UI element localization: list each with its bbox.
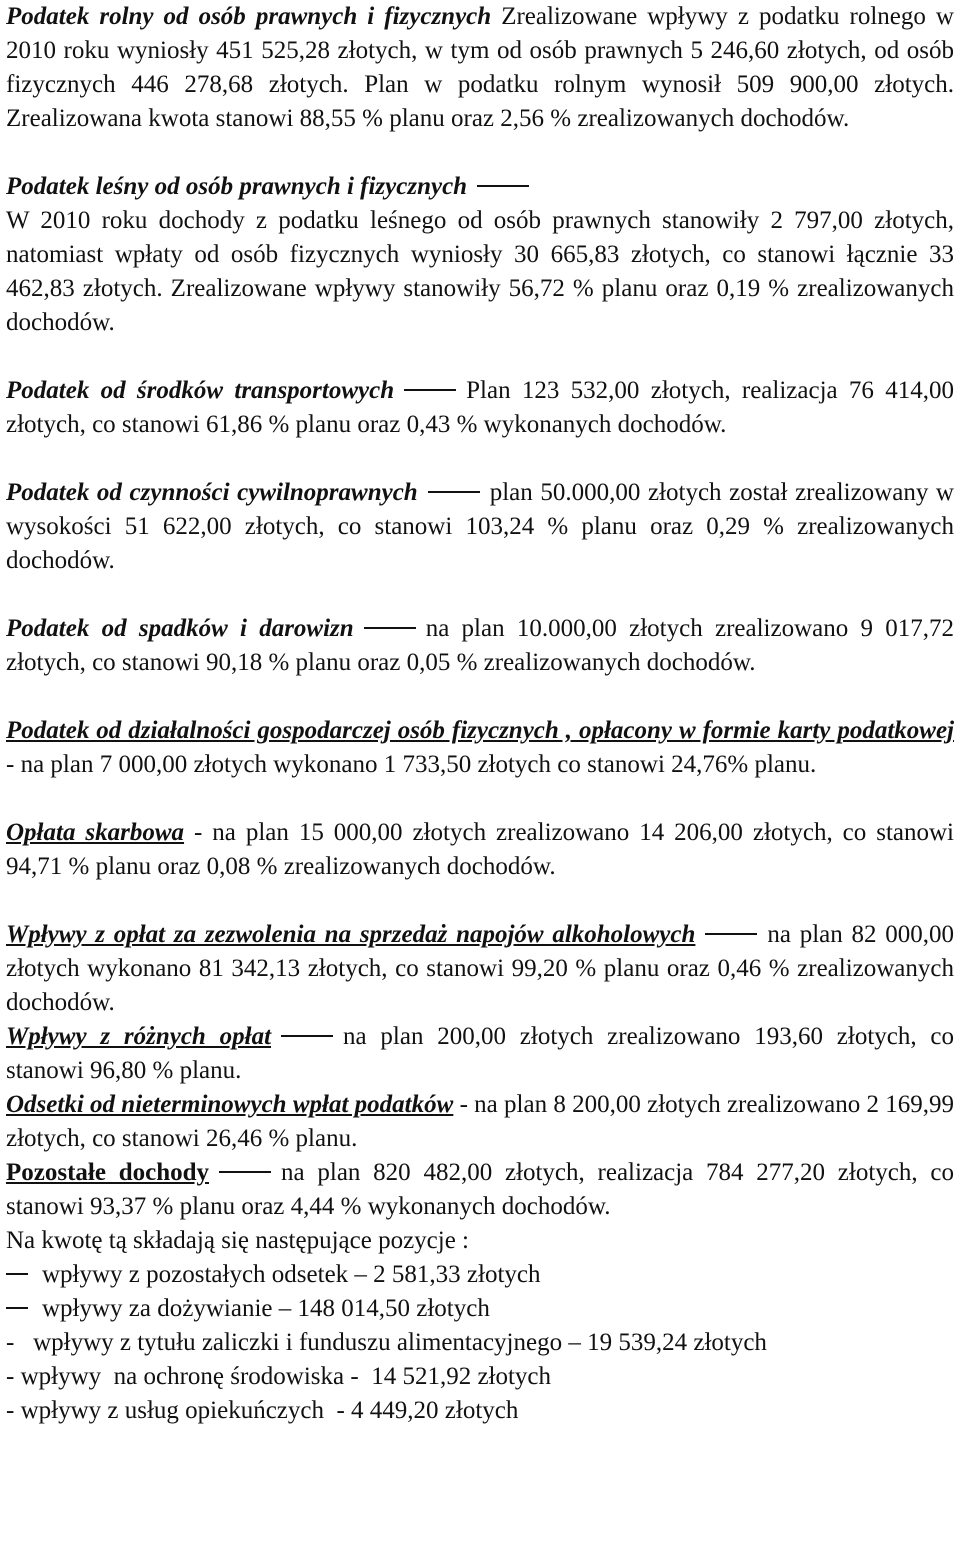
- text-podatek-lesny: W 2010 roku dochody z podatku leśnego od osób prawnych stanowiły 2 797,00 złotych, natomiast wpłaty od osób fizycznych wyniosły 30 665,83 złotych, co stanowi łącznie 33 462,83 złotych. Zrealizowane wpływy stanowiły 56,72 % planu oraz 0,19 % zrealizowanych dochodów.: [6, 207, 954, 336]
- list-item-text: - wpływy z tytułu zaliczki i funduszu alimentacyjnego – 19 539,24 złotych: [6, 1329, 767, 1356]
- text-pozostale-dochody: na plan 820 482,00 złotych, realizacja 784 277,20 złotych, co stanowi 93,37 % planu oraz 4,44 % wykonanych dochodów.: [6, 1159, 954, 1220]
- text-czynnosci-cywilnoprawne: plan 50.000,00 złotych został zrealizowany w wysokości 51 622,00 złotych, co stanowi 103,24 % planu oraz 0,29 % zrealizowanych dochodów.: [6, 479, 954, 574]
- list-item: [6, 1394, 954, 1428]
- heading-podatek-rolny: Podatek rolny od osób prawnych i fizycznych: [6, 3, 492, 30]
- list-item-text: wpływy z pozostałych odsetek – 2 581,33 złotych: [42, 1261, 541, 1288]
- dash-separator: [219, 1171, 271, 1173]
- items-list: [6, 1258, 954, 1428]
- text-napoje-alkoholowe: na plan 82 000,00 złotych wykonano 81 342,13 złotych, co stanowi 99,20 % planu oraz 0,46 % zrealizowanych dochodów.: [6, 921, 954, 1016]
- list-intro: Na kwotę tą składają się następujące pozycje :: [6, 1227, 470, 1254]
- heading-oplata-skarbowa: Opłata skarbowa: [6, 819, 185, 846]
- list-item: [6, 1292, 954, 1326]
- list-item: [6, 1258, 954, 1292]
- heading-karta-podatkowa: Podatek od działalności gospodarczej osób fizycznych , opłacony w formie karty podatkowej: [6, 717, 954, 744]
- list-item-text: wpływy za dożywianie – 148 014,50 złotych: [42, 1295, 490, 1322]
- text-podatek-rolny: Zrealizowane wpływy z podatku rolnego w 2010 roku wyniosły 451 525,28 złotych, w tym od osób prawnych 5 246,60 złotych, od osób fizycznych 446 278,68 złotych. Plan w podatku rolnym wynosił 509 900,00 złotych. Zrealizowana kwota stanowi 88,55 % planu oraz 2,56 % zrealizowanych dochodów.: [6, 3, 954, 132]
- heading-srodki-transportowe: Podatek od środków transportowych: [6, 377, 395, 404]
- dash-separator: [404, 389, 456, 391]
- paragraph-podatek-rolny: [6, 0, 954, 136]
- dash-separator: [705, 933, 757, 935]
- list-item: [6, 1360, 954, 1394]
- text-odsetki: - na plan 8 200,00 złotych zrealizowano 2 169,99 złotych, co stanowi 26,46 % planu.: [6, 1091, 954, 1152]
- list-item-text: - wpływy z usług opiekuńczych - 4 449,20 złotych: [6, 1397, 519, 1424]
- paragraph-czynnosci-cywilnoprawne: [6, 476, 954, 578]
- text-oplata-skarbowa: - na plan 15 000,00 złotych zrealizowano 14 206,00 złotych, co stanowi 94,71 % planu oraz 0,08 % zrealizowanych dochodów.: [6, 819, 954, 880]
- text-spadki-darowizny: na plan 10.000,00 złotych zrealizowano 9 017,72 złotych, co stanowi 90,18 % planu oraz 0,05 % zrealizowanych dochodów.: [6, 615, 954, 676]
- paragraph-karta-podatkowa: [6, 714, 954, 782]
- paragraph-pozostale-dochody: [6, 1156, 954, 1224]
- paragraph-napoje-alkoholowe: [6, 918, 954, 1020]
- paragraph-odsetki: [6, 1088, 954, 1156]
- text-srodki-transportowe: Plan 123 532,00 złotych, realizacja 76 414,00 złotych, co stanowi 61,86 % planu oraz 0,43 % wykonanych dochodów.: [6, 377, 954, 438]
- heading-rozne-oplaty: Wpływy z różnych opłat: [6, 1023, 272, 1050]
- dash-separator: [364, 627, 416, 629]
- heading-podatek-lesny: Podatek leśny od osób prawnych i fizycznych: [6, 173, 468, 200]
- dash-separator: [281, 1035, 333, 1037]
- paragraph-spadki-darowizny: [6, 612, 954, 680]
- heading-odsetki: Odsetki od nieterminowych wpłat podatków: [6, 1091, 454, 1118]
- heading-spadki-darowizny: Podatek od spadków i darowizn: [6, 615, 354, 642]
- heading-czynnosci-cywilnoprawne: Podatek od czynności cywilnoprawnych: [6, 479, 418, 506]
- list-item-text: - wpływy na ochronę środowiska - 14 521,92 złotych: [6, 1363, 552, 1390]
- paragraph-rozne-oplaty: [6, 1020, 954, 1088]
- paragraph-oplata-skarbowa: [6, 816, 954, 884]
- paragraph-srodki-transportowe: [6, 374, 954, 442]
- text-rozne-oplaty: na plan 200,00 złotych zrealizowano 193,60 złotych, co stanowi 96,80 % planu.: [6, 1023, 954, 1084]
- dash-bullet: [6, 1273, 28, 1275]
- list-item: [6, 1326, 954, 1360]
- dash-separator: [428, 491, 480, 493]
- heading-pozostale-dochody: Pozostałe dochody: [6, 1159, 210, 1186]
- paragraph-podatek-lesny: [6, 170, 954, 340]
- text-karta-podatkowa: - na plan 7 000,00 złotych wykonano 1 733,50 złotych co stanowi 24,76% planu.: [6, 751, 817, 778]
- heading-napoje-alkoholowe: Wpływy z opłat za zezwolenia na sprzedaż napojów alkoholowych: [6, 921, 696, 948]
- dash-separator: [477, 185, 529, 187]
- dash-bullet: [6, 1307, 28, 1309]
